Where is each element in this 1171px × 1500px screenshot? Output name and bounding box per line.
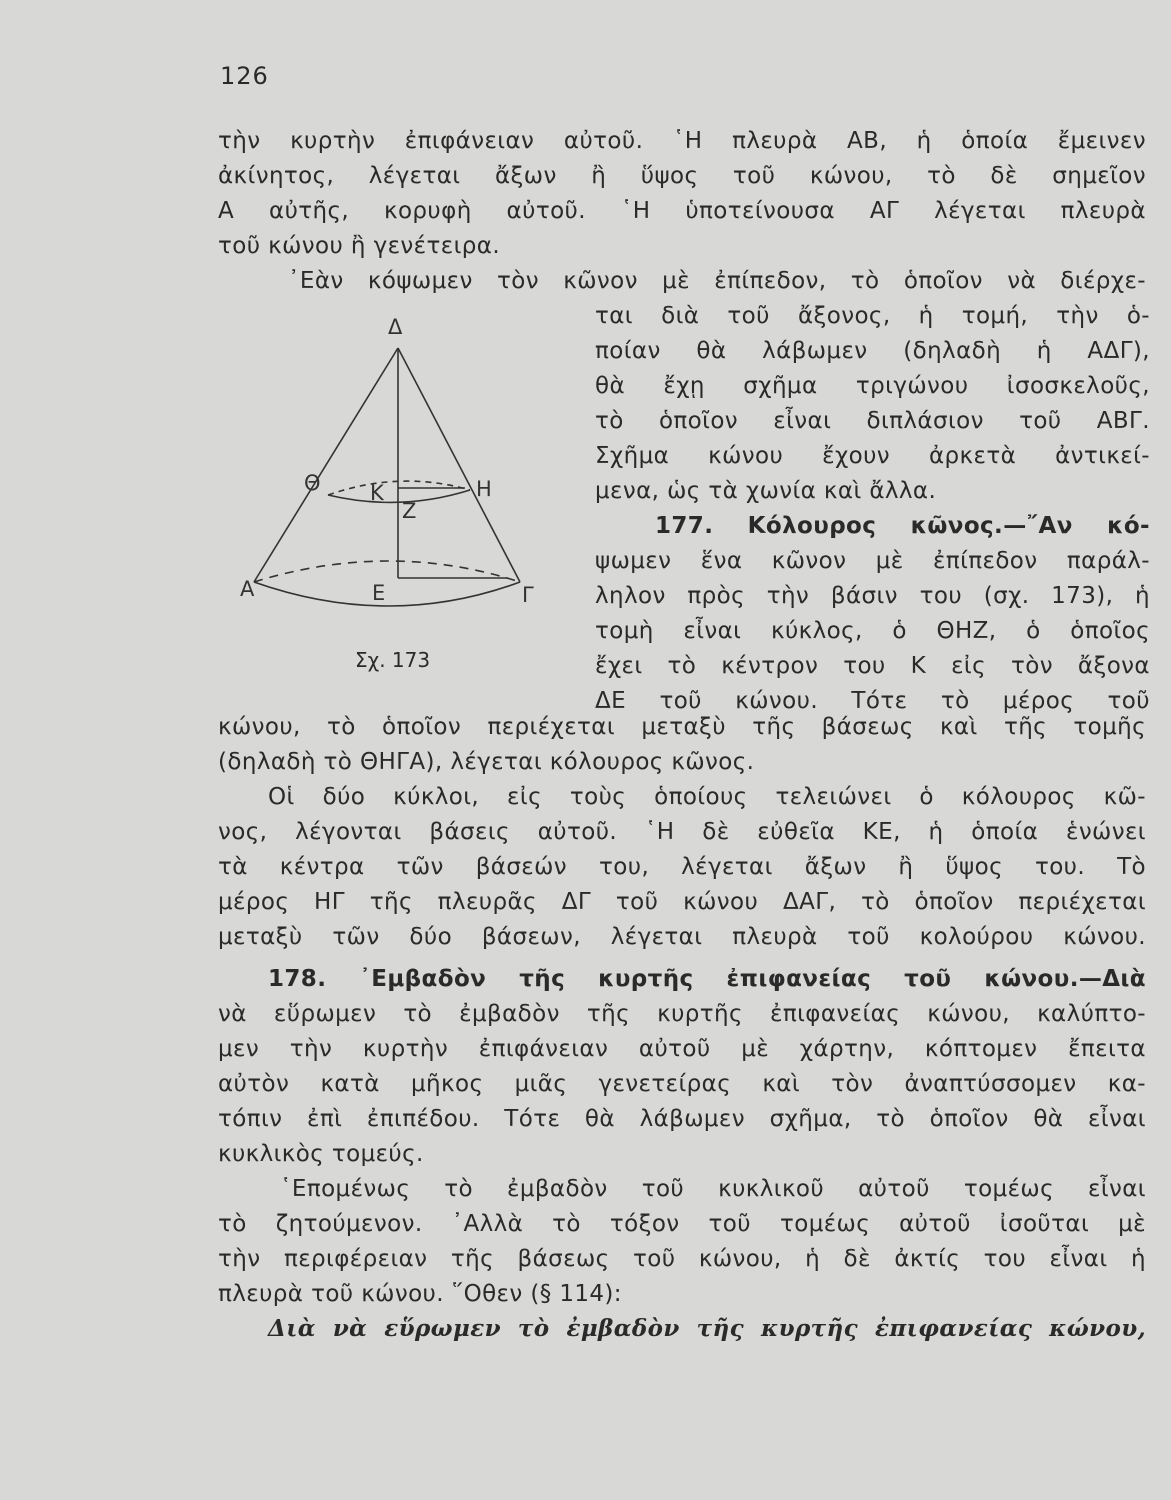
label-delta: Δ [388,315,403,339]
label-kappa: Κ [370,481,384,505]
text-line: νος, λέγονται βάσεις αὐτοῦ. ῾Η δὲ εὐθεῖα ΚΕ, ἡ ὁποία ἑνώνει [218,819,1146,845]
text-line: αὐτὸν κατὰ μῆκος μιᾶς γενετείρας καὶ τὸν ἀναπτύσσομεν κα- [218,1071,1146,1097]
text-line: ΔΕ τοῦ κώνου. Τότε τὸ μέρος τοῦ [595,688,1150,714]
text-line: ποίαν θὰ λάβωμεν (δηλαδὴ ἡ ΑΔΓ), [595,338,1150,364]
rule-statement: Διὰ νὰ εὕρωμεν τὸ ἐμβαδὸν τῆς κυρτῆς ἐπιφανείας κώνου, [268,1315,1146,1342]
page-number: 126 [220,62,269,90]
text-line: Οἱ δύο κύκλοι, εἰς τοὺς ὁποίους τελειώνει ὁ κόλουρος κῶ- [268,784,1146,810]
text-line: τὴν περιφέρειαν τῆς βάσεως τοῦ κώνου, ἡ δὲ ἀκτίς του εἶναι ἡ [218,1246,1146,1272]
text-line: πλευρὰ τοῦ κώνου. ῞Οθεν (§ 114): [218,1281,622,1307]
text-line: ψωμεν ἕνα κῶνον μὲ ἐπίπεδον παράλ- [595,548,1150,574]
label-eta: Η [476,477,492,501]
label-gamma: Γ [522,583,534,607]
text-line: ται διὰ τοῦ ἄξονος, ἡ τομή, τὴν ὁ- [595,303,1150,329]
text-line: τομὴ εἶναι κύκλος, ὁ ΘΗΖ, ὁ ὁποῖος [595,618,1150,644]
label-zeta: Ζ [402,499,417,523]
label-epsilon: Ε [372,581,386,605]
text-line: τὰ κέντρα τῶν βάσεών του, λέγεται ἄξων ἢ ὕψος του. Τὸ [218,854,1146,880]
text-line: ἀκίνητος, λέγεται ἄξων ἢ ὕψος τοῦ κώνου, τὸ δὲ σημεῖον [218,163,1146,189]
text-line: μεν τὴν κυρτὴν ἐπιφάνειαν αὐτοῦ μὲ χάρτην, κόπτομεν ἔπειτα [218,1036,1146,1062]
text-line: ᾿Εὰν κόψωμεν τὸν κῶνον μὲ ἐπίπεδον, τὸ ὁποῖον νὰ διέρχε- [288,268,1146,294]
text-line: ληλον πρὸς τὴν βάσιν του (σχ. 173), ἡ [595,583,1150,609]
text-line: Α αὐτῆς, κορυφὴ αὐτοῦ. ῾Η ὑποτείνουσα ΑΓ λέγεται πλευρὰ [218,198,1146,224]
section-heading-178: 178. ᾿Εμβαδὸν τῆς κυρτῆς ἐπιφανείας τοῦ κώνου.—Διὰ [268,966,1146,992]
text-line: μεταξὺ τῶν δύο βάσεων, λέγεται πλευρὰ τοῦ κολούρου κώνου. [218,924,1146,950]
text-line: τόπιν ἐπὶ ἐπιπέδου. Τότε θὰ λάβωμεν σχῆμα, τὸ ὁποῖον θὰ εἶναι [218,1106,1146,1132]
cone-side-left [254,348,398,582]
figure-caption: Σχ. 173 [355,648,431,672]
text-line: τὸ ζητούμενον. ᾿Αλλὰ τὸ τόξον τοῦ τομέως αὐτοῦ ἰσοῦται μὲ [218,1211,1146,1237]
text-line: θὰ ἔχῃ σχῆμα τριγώνου ἰσοσκελοῦς, [595,373,1150,399]
text-line: κυκλικὸς τομεύς. [218,1141,424,1167]
base-back-arc [254,561,520,582]
label-alpha: Α [240,577,255,601]
section-heading-177: 177. Κόλουρος κῶνος.—῎Αν κό- [655,513,1150,539]
text-line: Σχῆμα κώνου ἔχουν ἀρκετὰ ἀντικεί- [595,443,1150,469]
cone-side-right [398,348,520,582]
section-front-arc [328,490,470,502]
label-theta: Θ [304,471,321,495]
text-line: νὰ εὕρωμεν τὸ ἐμβαδὸν τῆς κυρτῆς ἐπιφανείας κώνου, καλύπτο- [218,1001,1146,1027]
text-line: μενα, ὡς τὰ χωνία καὶ ἄλλα. [595,478,937,504]
text-line: μέρος ΗΓ τῆς πλευρᾶς ΔΓ τοῦ κώνου ΔΑΓ, τὸ ὁποῖον περιέχεται [218,889,1146,915]
text-line: τὸ ὁποῖον εἶναι διπλάσιον τοῦ ΑΒΓ. [595,408,1150,434]
text-line: κώνου, τὸ ὁποῖον περιέχεται μεταξὺ τῆς βάσεως καὶ τῆς τομῆς [218,714,1146,740]
text-line: τὴν κυρτὴν ἐπιφάνειαν αὐτοῦ. ῾Η πλευρὰ ΑΒ, ἡ ὁποία ἔμεινεν [218,128,1146,154]
text-line: ῾Επομένως τὸ ἐμβαδὸν τοῦ κυκλικοῦ αὐτοῦ τομέως εἶναι [280,1176,1146,1202]
text-line: (δηλαδὴ τὸ ΘΗΓΑ), λέγεται κόλουρος κῶνος. [218,749,755,775]
cone-figure [240,300,570,680]
text-line: τοῦ κώνου ἢ γενέτειρα. [218,233,501,259]
base-front-arc [254,582,520,606]
text-line: ἔχει τὸ κέντρον του Κ εἰς τὸν ἄξονα [595,653,1150,679]
